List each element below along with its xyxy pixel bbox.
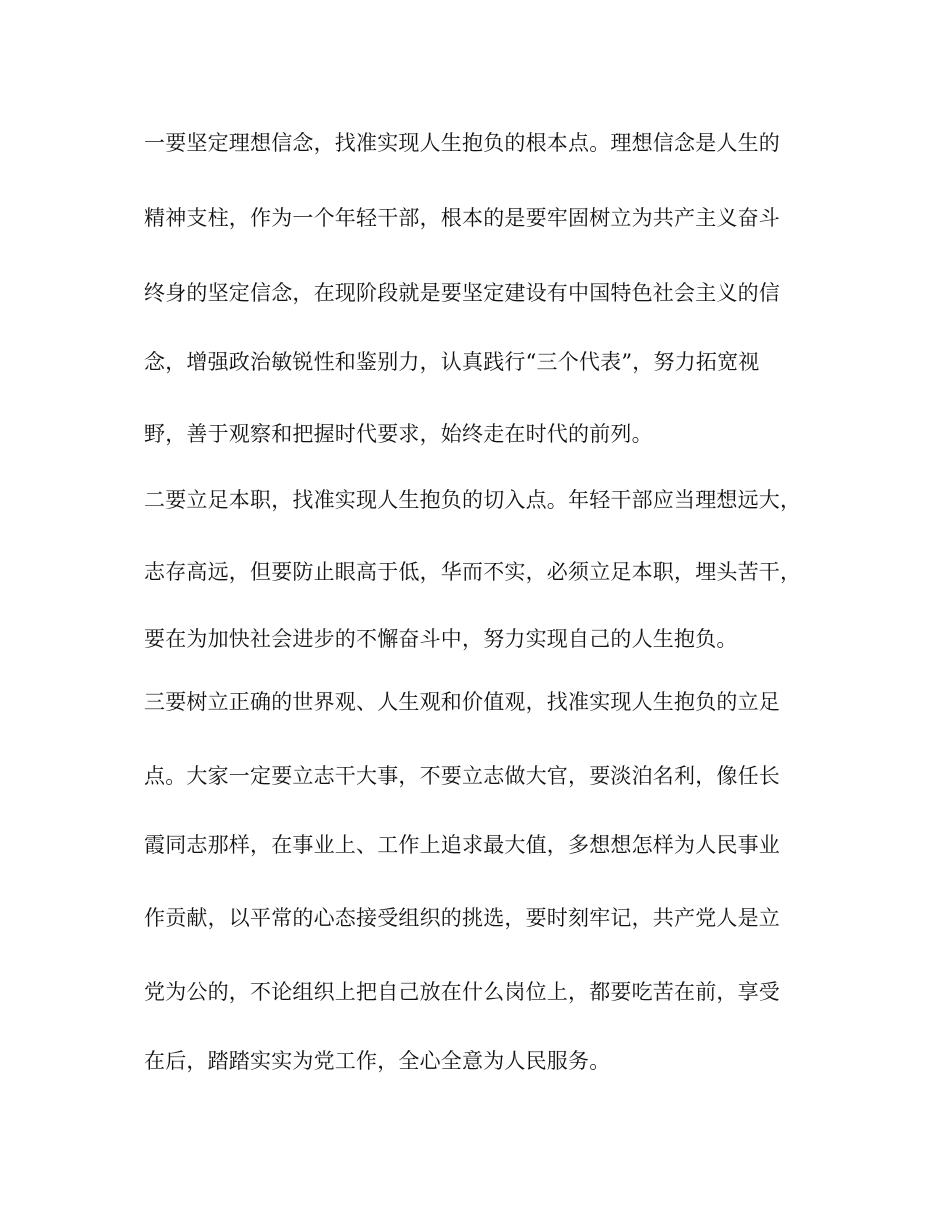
paragraph-line: 一要坚定理想信念，找准实现人生抱负的根本点。理想信念是人生的: [144, 131, 780, 155]
paragraph-line: 终身的坚定信念，在现阶段就是要坚定建设有中国特色社会主义的信: [144, 281, 780, 305]
paragraph-line: 二要立足本职，找准实现人生抱负的切入点。年轻干部应当理想远大，: [144, 488, 802, 512]
paragraph-line: 作贡献，以平常的心态接受组织的挑选，要时刻牢记，共产党人是立: [144, 906, 780, 930]
paragraph-line: 念，增强政治敏锐性和鉴别力，认真践行“三个代表”，努力拓宽视: [144, 350, 760, 374]
paragraph-line: 要在为加快社会进步的不懈奋斗中，努力实现自己的人生抱负。: [144, 627, 738, 651]
paragraph-line: 三要树立正确的世界观、人生观和价值观，找准实现人生抱负的立足: [144, 690, 780, 714]
paragraph-line: 精神支柱，作为一个年轻干部，根本的是要牢固树立为共产主义奋斗: [144, 206, 780, 230]
paragraph-line: 点。大家一定要立志干大事，不要立志做大官，要淡泊名利，像任长: [144, 764, 780, 788]
paragraph-line: 志存高远，但要防止眼高于低，华而不实，必须立足本职，埋头苦干，: [144, 560, 802, 584]
paragraph-line: 野，善于观察和把握时代要求，始终走在时代的前列。: [144, 422, 653, 446]
paragraph-line: 在后，踏踏实实为党工作，全心全意为人民服务。: [144, 1049, 611, 1073]
paragraph-line: 党为公的，不论组织上把自己放在什么岗位上，都要吃苦在前，享受: [144, 980, 780, 1004]
paragraph-line: 霞同志那样，在事业上、工作上追求最大值，多想想怎样为人民事业: [144, 833, 780, 857]
